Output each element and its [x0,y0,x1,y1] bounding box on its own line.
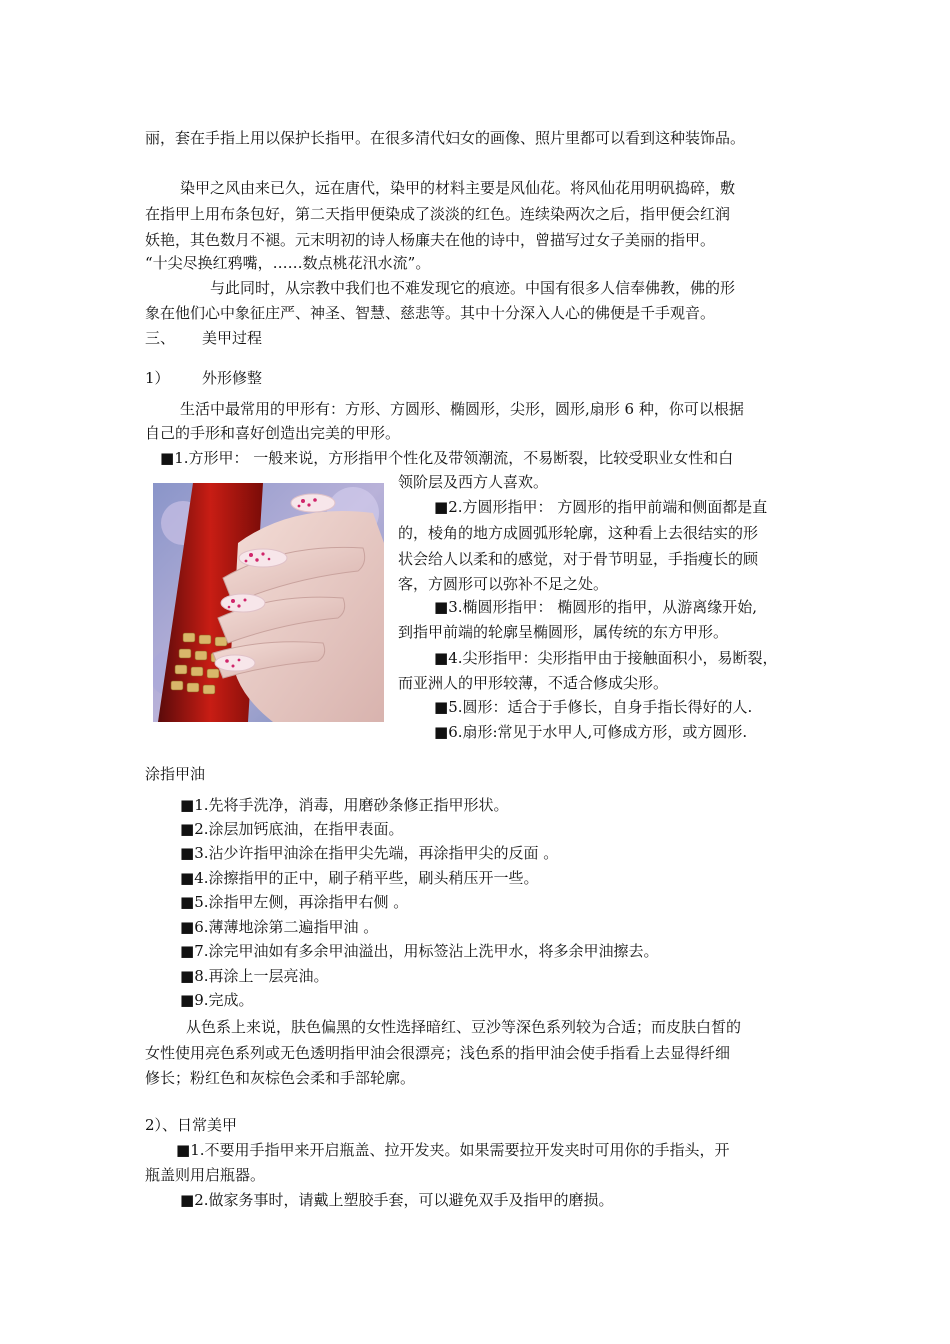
intro-line: 丽，套在手指上用以保护长指甲。在很多清代妇女的画像、照片里都可以看到这种装饰品。 [145,129,746,147]
shape-item-1-cont: 领阶层及西方人喜欢。 [398,473,549,491]
shape-item-1: ■1.方形甲： 一般来说，方形指甲个性化及带领潮流，不易断裂，比较受职业女性和白 [160,449,734,467]
shape-item-3: ■3.椭圆形指甲： 椭圆形的指甲，从游离缘开始, [434,598,758,616]
shape-item-2-cont-2: 状会给人以柔和的感觉，对于骨节明显，手指瘦长的顾 [398,550,759,568]
polish-heading: 涂指甲油 [145,765,206,783]
shape-item-4: ■4.尖形指甲：尖形指甲由于接触面积小，易断裂， [434,649,778,667]
history-line-6: 象在他们心中象征庄严、神圣、智慧、慈悲等。其中十分深入人心的佛便是千手观音。 [145,304,716,322]
bullet-icon: ■ [434,498,449,516]
history-line-3: 妖艳，其色数月不褪。元末明初的诗人杨廉夫在他的诗中，曾描写过女子美丽的指甲。 [145,231,716,249]
bullet-icon: ■ [180,967,195,985]
polish-step-9: ■9.完成。 [180,991,254,1009]
section-title: 美甲过程 [202,329,263,347]
daily-tip-1: ■1.不要用手指甲来开启瓶盖、拉开发夹。如果需要拉开发夹时可用你的手指头，开 [176,1141,730,1159]
polish-step-8: ■8.再涂上一层亮油。 [180,967,329,985]
subsection-number: 1） [145,369,170,387]
daily-care-heading: 2）、日常美甲 [145,1116,238,1134]
color-para-3: 修长；粉红色和灰棕色会柔和手部轮廓。 [145,1069,416,1087]
shapes-intro-1: 生活中最常用的甲形有：方形、方圆形、椭圆形，尖形，圆形,扇形 6 种，你可以根据 [180,400,744,418]
shape-item-3-cont: 到指甲前端的轮廓呈椭圆形，属传统的东方甲形。 [398,623,729,641]
bullet-icon: ■ [180,820,195,838]
history-line-5: 与此同时，从宗教中我们也不难发现它的痕迹。中国有很多人信奉佛教，佛的形 [210,279,736,297]
bullet-icon: ■ [434,649,449,667]
bullet-icon: ■ [160,449,175,467]
shape-item-4-cont: 而亚洲人的甲形较薄，不适合修成尖形。 [398,674,669,692]
bullet-icon: ■ [180,844,195,862]
nail-art-photo [153,483,384,722]
polish-step-5: ■5.涂指甲左侧，再涂指甲右侧 。 [180,893,409,911]
subsection-title: 外形修整 [202,369,263,387]
shape-item-2: ■2.方圆形指甲： 方圆形的指甲前端和侧面都是直 [434,498,768,516]
bullet-icon: ■ [180,918,195,936]
section-number: 三、 [145,329,176,347]
bullet-icon: ■ [180,869,195,887]
polish-step-4: ■4.涂擦指甲的正中，刷子稍平些，刷头稍压开一些。 [180,869,539,887]
color-para-1: 从色系上来说，肤色偏黑的女性选择暗红、豆沙等深色系列较为合适；而皮肤白皙的 [186,1018,742,1036]
shapes-intro-2: 自己的手形和喜好创造出完美的甲形。 [145,424,401,442]
daily-tip-2: ■2.做家务事时，请戴上塑胶手套，可以避免双手及指甲的磨损。 [180,1191,614,1209]
polish-step-2: ■2.涂层加钙底油，在指甲表面。 [180,820,404,838]
poem-quote: “十尖尽换红鸦嘴，……数点桃花汛水流”。 [145,254,431,272]
bullet-icon: ■ [180,942,195,960]
polish-step-6: ■6.薄薄地涂第二遍指甲油 。 [180,918,379,936]
history-line-2: 在指甲上用布条包好，第二天指甲便染成了淡淡的红色。连续染两次之后，指甲便会红润 [145,205,731,223]
shape-item-2-cont-3: 客，方圆形可以弥补不足之处。 [398,575,609,593]
shape-item-2-cont-1: 的，棱角的地方成圆弧形轮廓，这种看上去很结实的形 [398,524,759,542]
bullet-icon: ■ [180,893,195,911]
bullet-icon: ■ [434,698,449,716]
shape-item-6: ■6.扇形:常见于水甲人,可修成方形，或方圆形. [434,723,748,741]
bullet-icon: ■ [180,991,195,1009]
color-para-2: 女性使用亮色系列或无色透明指甲油会很漂亮；浅色系的指甲油会使手指看上去显得纤细 [145,1044,731,1062]
bullet-icon: ■ [176,1141,191,1159]
shape-item-5: ■5.圆形：适合于手修长，自身手指长得好的人. [434,698,753,716]
bullet-icon: ■ [434,723,449,741]
daily-tip-1-cont: 瓶盖则用启瓶器。 [145,1166,266,1184]
polish-step-3: ■3.沾少许指甲油涂在指甲尖先端，再涂指甲尖的反面 。 [180,844,559,862]
history-line-1: 染甲之风由来已久，远在唐代，染甲的材料主要是风仙花。将风仙花用明矾捣碎，敷 [180,179,736,197]
polish-step-1: ■1.先将手洗净，消毒，用磨砂条修正指甲形状。 [180,796,509,814]
bullet-icon: ■ [180,1191,195,1209]
hand-phone-image [153,483,384,722]
bullet-icon: ■ [434,598,449,616]
bullet-icon: ■ [180,796,195,814]
polish-step-7: ■7.涂完甲油如有多余甲油溢出，用标签沾上洗甲水，将多余甲油擦去。 [180,942,659,960]
